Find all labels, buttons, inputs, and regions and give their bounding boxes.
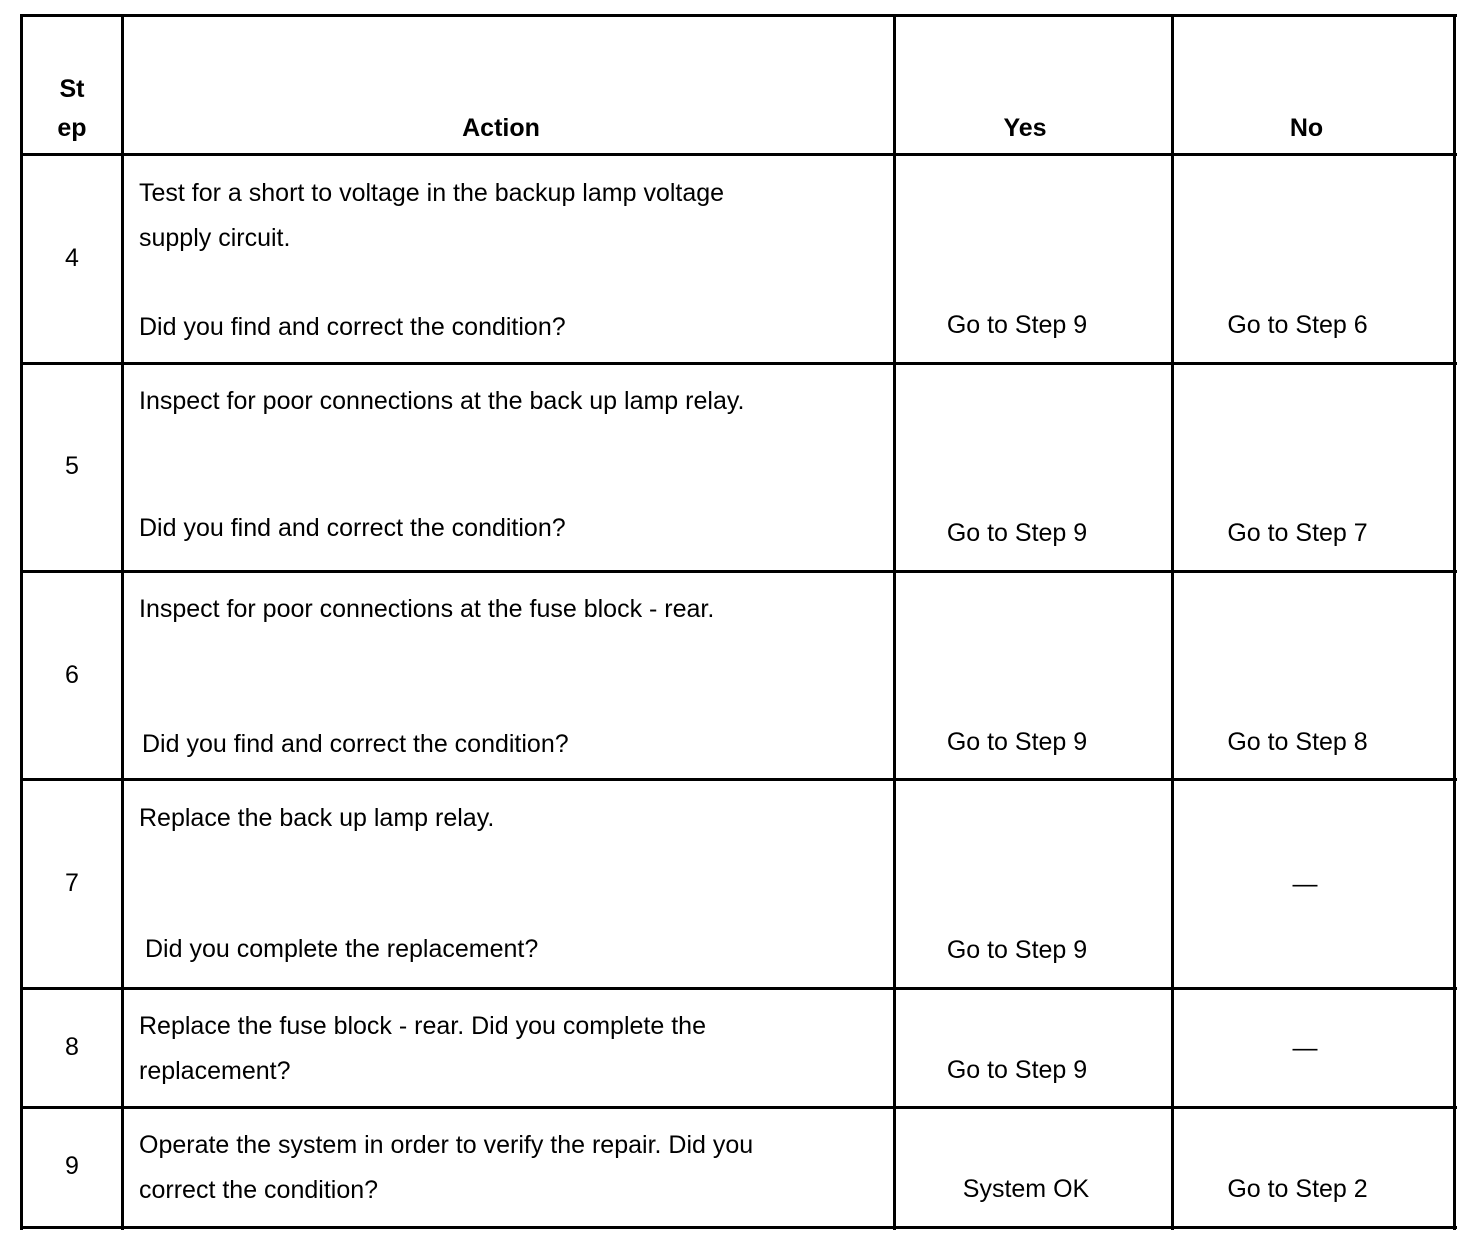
header-step-line2: ep — [57, 114, 87, 142]
action-text: correct the condition? — [139, 1176, 379, 1204]
action-question: Did you complete the replacement? — [145, 935, 539, 963]
yes-result: Go to Step 9 — [946, 936, 1088, 964]
row-divider — [20, 362, 1457, 365]
yes-result: Go to Step 9 — [946, 1056, 1088, 1084]
header-step — [22, 70, 122, 148]
no-result: — — [1292, 870, 1318, 898]
action-text: Test for a short to voltage in the backup lamp voltage — [139, 179, 725, 207]
yes-result: Go to Step 9 — [946, 311, 1088, 339]
action-question: Did you find and correct the condition? — [142, 730, 569, 758]
header-action: Action — [462, 114, 540, 142]
yes-result: System OK — [962, 1175, 1090, 1203]
header-no: No — [1289, 114, 1324, 142]
action-question: Did you find and correct the condition? — [139, 313, 566, 341]
no-result: Go to Step 2 — [1227, 1175, 1368, 1203]
action-text: Replace the fuse block - rear. Did you complete the — [139, 1012, 706, 1040]
table-border-top — [20, 14, 1457, 17]
action-text: supply circuit. — [139, 224, 291, 252]
row-divider — [20, 570, 1457, 573]
table-border-bottom — [20, 1226, 1457, 1229]
no-result: Go to Step 7 — [1227, 519, 1368, 547]
action-text: Replace the back up lamp relay. — [139, 804, 495, 832]
header-divider — [20, 153, 1457, 156]
step-number: 7 — [65, 869, 79, 897]
table-border-right — [1453, 14, 1456, 1230]
action-question: Did you find and correct the condition? — [139, 514, 566, 542]
action-text: Inspect for poor connections at the fuse block - rear. — [139, 595, 715, 623]
step-number: 6 — [65, 661, 79, 689]
header-step-line1: St — [59, 75, 85, 103]
row-divider — [20, 1106, 1457, 1109]
step-number: 5 — [65, 452, 79, 480]
no-result: Go to Step 8 — [1227, 728, 1368, 756]
row-divider — [20, 987, 1457, 990]
yes-result: Go to Step 9 — [946, 728, 1088, 756]
action-text: Inspect for poor connections at the back up lamp relay. — [139, 387, 745, 415]
column-divider — [893, 14, 896, 1230]
row-divider — [20, 778, 1457, 781]
action-text: Operate the system in order to verify the repair. Did you — [139, 1131, 754, 1159]
step-number: 8 — [65, 1033, 79, 1061]
column-divider — [1171, 14, 1174, 1230]
no-result: — — [1292, 1034, 1318, 1062]
header-yes: Yes — [1003, 114, 1047, 142]
no-result: Go to Step 6 — [1227, 311, 1368, 339]
step-number: 9 — [65, 1152, 79, 1180]
action-text: replacement? — [139, 1057, 291, 1085]
step-number: 4 — [65, 244, 79, 272]
yes-result: Go to Step 9 — [946, 519, 1088, 547]
